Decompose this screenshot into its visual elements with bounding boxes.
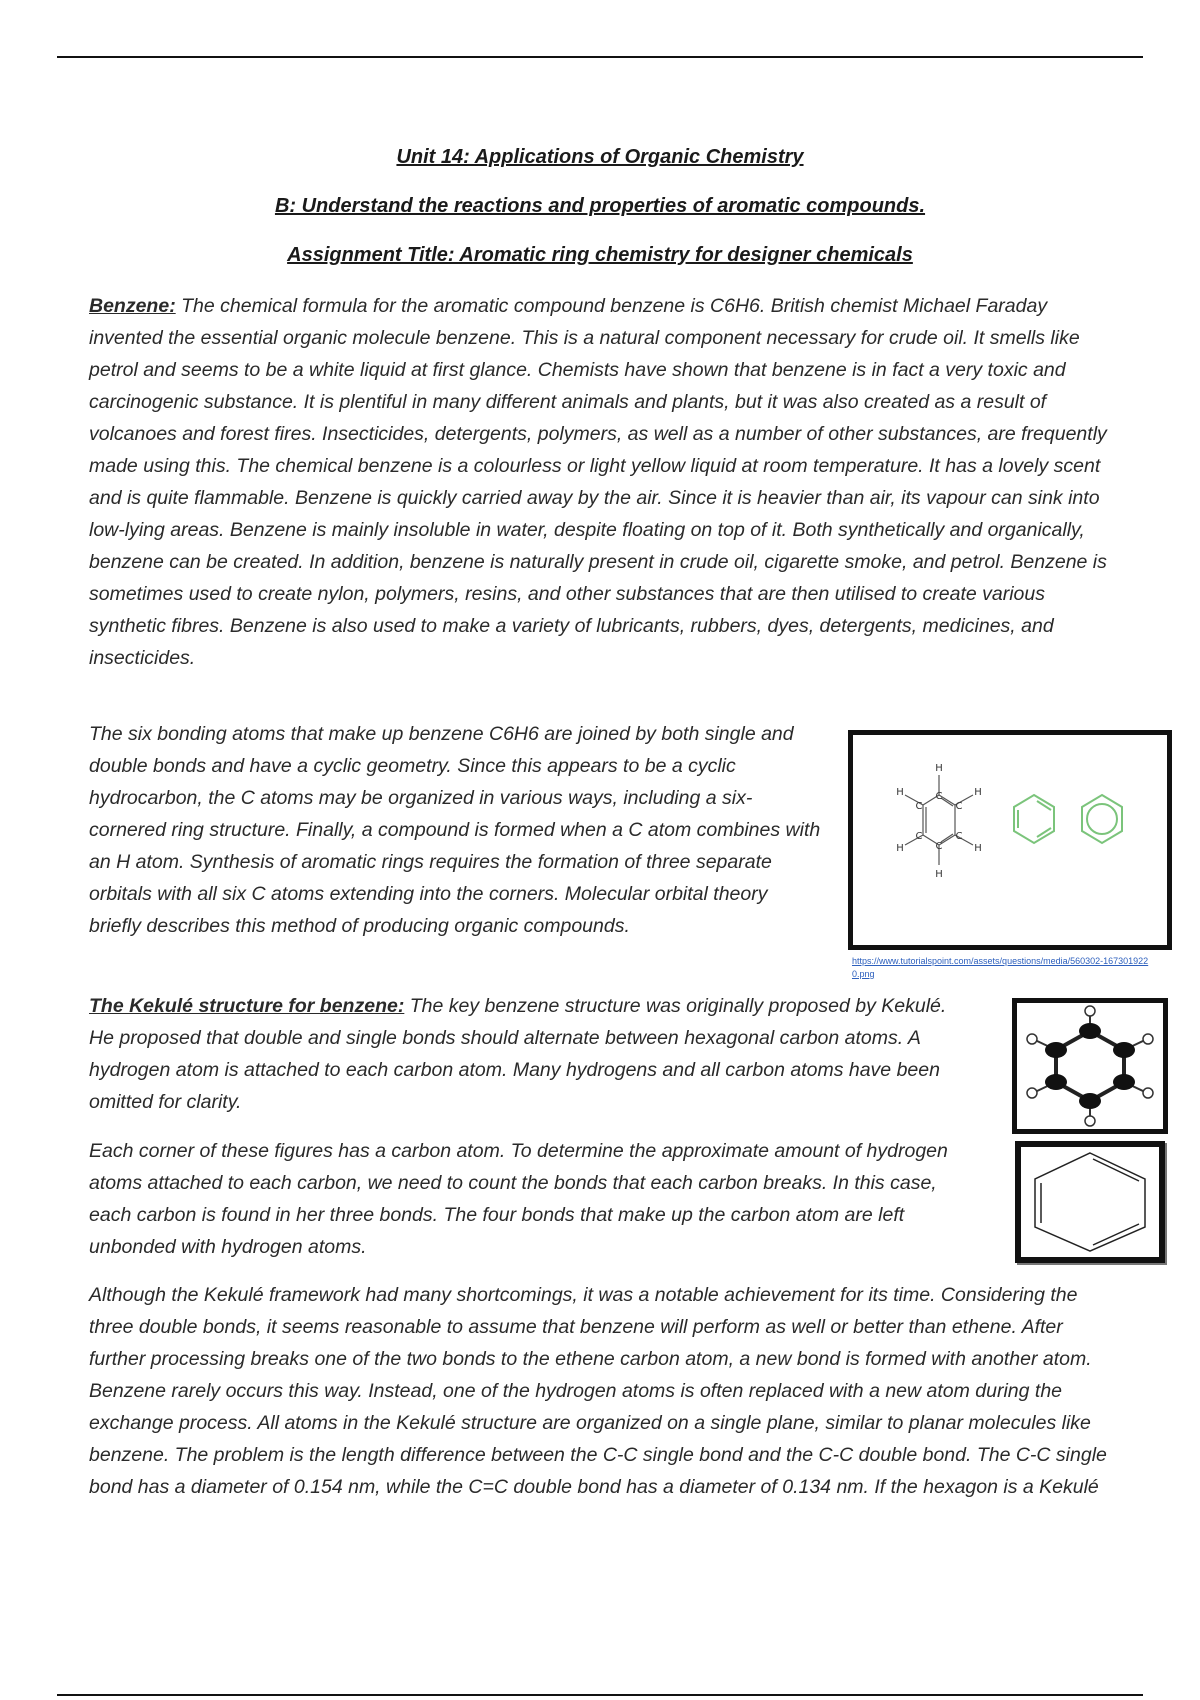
- carbon-label: C: [915, 801, 923, 812]
- unit-title: Unit 14: Applications of Organic Chemistry: [396, 146, 804, 168]
- hydrogen-label: H: [896, 843, 904, 854]
- skeletal-ring-bonds: [1035, 1153, 1145, 1251]
- benzene-paragraph: [89, 290, 1114, 674]
- hydrogen-label: H: [974, 787, 982, 798]
- benzene-structures-figure: [848, 730, 1172, 950]
- document-headings: [0, 145, 1200, 292]
- carbon-bonds: [1056, 1031, 1124, 1101]
- carbon-label: C: [955, 831, 963, 842]
- skeletal-kekule-svg: [1021, 1147, 1159, 1257]
- kekule-lead: The Kekulé structure for benzene:: [89, 995, 405, 1017]
- hydrogen-label: H: [974, 843, 982, 854]
- figure-source-link[interactable]: https://www.tutorialspoint.com/assets/questions/media/560302-1673019220.png: [852, 956, 1149, 979]
- hydrogen-label: H: [935, 869, 943, 880]
- benzene-structures-svg: [853, 735, 1167, 945]
- carbon-label: C: [935, 841, 943, 852]
- hydrogen-label: H: [896, 787, 904, 798]
- aromatic-circle-ring-icon: [1082, 795, 1122, 843]
- ball-stick-svg: [1017, 1003, 1163, 1129]
- benzene-text: The chemical formula for the aromatic compound benzene is C6H6. British chemist Michael Faraday invented the essential organic molecule benzene. This is a natural component necessary for crude oil. It smells like petrol and seems to be a white liquid at first glance. Chemists have shown that benzene is in fact a very toxic and carcinogenic substance. It is plentiful in many different animals and plants, but it was also created as a result of volcanoes and forest fires. Insecticides, detergents, polymers, as well as a number of other substances, are frequently made using this. The chemical benzene is a colourless or light yellow liquid at room temperature. It has a lovely scent and is quite flammable. Benzene is quickly carried away by the air. Since it is heavier than air, its vapour can sink into low-lying areas. Benzene is mainly insoluble in water, despite floating on top of it. Both synthetically and organically, benzene can be created. In addition, benzene is naturally present in crude oil, cigarette smoke, and petrol. Benzene is sometimes used to create nylon, polymers, resins, and other substances that are then utilised to create various synthetic fibres. Benzene is also used to make a variety of lubricants, rubbers, dyes, detergents, medicines, and insecticides.: [89, 295, 1107, 669]
- assignment-title: Assignment Title: Aromatic ring chemistry for designer chemicals: [287, 244, 913, 266]
- carbon-label: C: [915, 831, 923, 842]
- carbon-label: C: [955, 801, 963, 812]
- kekule-shortcomings-paragraph: Although the Kekulé framework had many shortcomings, it was a notable achievement for its time. Considering the three double bonds, it seems reasonable to assume that benzene will perform as well or better than ethene. After further processing breaks one of the two bonds to the ethene carbon atom, a new bond is formed with another atom. Benzene rarely occurs this way. Instead, one of the hydrogen atoms is often replaced with a new atom during the exchange process. All atoms in the Kekulé structure are organized on a single plane, similar to planar molecules like benzene. The problem is the length difference between the C-C single bond and the C-C double bond. The C-C single bond has a diameter of 0.154 nm, while the C=C double bond has a diameter of 0.134 nm. If the hexagon is a Kekulé: [89, 1284, 1107, 1498]
- kekule-text: The key benzene structure was originally proposed by Kekulé. He proposed that double and single bonds should alternate between hexagonal carbon atoms. A hydrogen atom is attached to each carbon atom. Many hydrogens and all carbon atoms have been omitted for clarity.: [89, 995, 947, 1113]
- bottom-rule: [57, 1694, 1143, 1696]
- carbon-label: C: [935, 791, 943, 802]
- skeletal-kekule-figure: [1015, 1141, 1165, 1263]
- corner-paragraph: Each corner of these figures has a carbon atom. To determine the approximate amount of hydrogen atoms attached to each carbon, we need to count the bonds that each carbon breaks. In this case, each carbon is found in her three bonds. The four bonds that make up the carbon atom are left unbonded with hydrogen atoms.: [89, 1140, 948, 1258]
- carbon-atoms: [1045, 1023, 1135, 1109]
- kekule-paragraph: [89, 990, 969, 1118]
- benzene-lead: Benzene:: [89, 295, 176, 317]
- learning-aim-title: B: Understand the reactions and properties of aromatic compounds.: [274, 195, 926, 217]
- ball-stick-figure: [1012, 998, 1168, 1134]
- top-rule: [57, 56, 1143, 58]
- kekule-ring-icon: [1014, 795, 1054, 843]
- hydrogen-label: H: [935, 763, 943, 774]
- bonding-paragraph: The six bonding atoms that make up benzene C6H6 are joined by both single and double bonds and have a cyclic geometry. Since this appears to be a cyclic hydrocarbon, the C atoms may be organized in various ways, including a six-cornered ring structure. Finally, a compound is formed when a C atom combines with an H atom. Synthesis of aromatic rings requires the formation of three separate orbitals with all six C atoms extending into the corners. Molecular orbital theory briefly describes this method of producing organic compounds.: [89, 723, 821, 937]
